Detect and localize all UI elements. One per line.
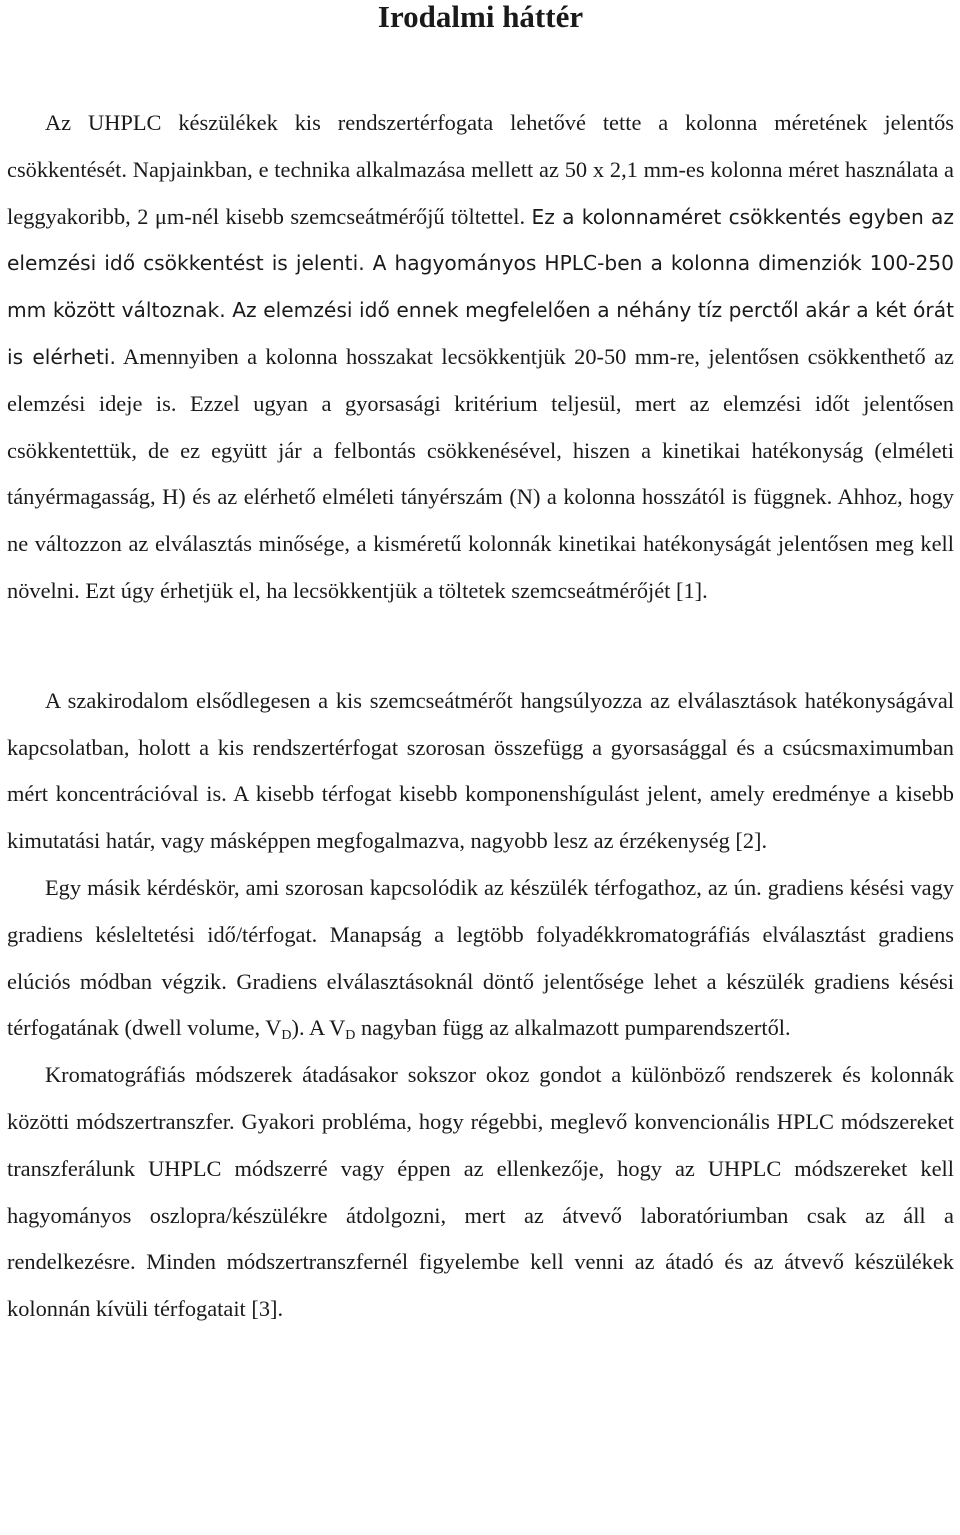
dwell-volume-text-3: nagyban függ az alkalmazott pumparendszertől. (355, 1015, 791, 1041)
section-uhplc-column-size (7, 100, 954, 615)
sentence-column-length: Amennyiben a kolonna hosszakat lecsökkentjük 20-50 mm-re, jelentősen csökkenthető az elemzési ideje is. Ezzel ugyan a gyorsasági kritérium teljesül, mert az elemzési időt jelentősen csökkentettük, de ez együtt jár a felbontás csökkenésével, hiszen a kinetikai hatékonyság (elméleti tányérmagasság, H) és az elérhető elméleti tányérszám (N) a kolonna hosszától is függnek. Ahhoz, hogy ne változzon az elválasztás minősége, a kisméretű kolonnák kinetikai hatékonyságát jelentősen meg kell növelni. Ezt úgy érhetjük el, ha lecsökkentjük a töltetek szemcseátmérőjét [1]. (7, 343, 954, 603)
subscript-d-2: D (345, 1028, 356, 1044)
dwell-volume-text-2: ). A V (291, 1015, 346, 1041)
paragraph-column-reduction (7, 100, 954, 615)
sentence-analysis-time: Ez a kolonnaméret csökkentés egyben az elemzési idő csökkentést is jelenti. A hagyományos HPLC-ben a kolonna dimenziók 100-250 mm között változnak. Az elemzési idő ennek megfelelően a néhány tíz perctől akár a két órát is elérheti. (7, 204, 954, 369)
dwell-volume-text-1: Egy másik kérdéskör, ami szorosan kapcsolódik az készülék térfogathoz, az ún. gradiens késési vagy gradiens késleltetési idő/térfogat. Manapság a legtöbb folyadékkromatográfiás elválasztást gradiens elúciós módban végzik. Gradiens elválasztásoknál döntő jelentősége lehet a készülék gradiens késési térfogatának (dwell volume, V (7, 874, 954, 1041)
sentence-column-size: Az UHPLC készülékek kis rendszertérfogata lehetővé tette a kolonna méretének jelentős csökkentését. Napjainkban, e technika alkalmazása mellett az 50 x 2,1 mm-es kolonna méret használata a leggyakoribb, 2 μm-nél kisebb szemcseátmérőjű töltettel. (7, 110, 954, 229)
subscript-d-1: D (281, 1028, 292, 1044)
paragraph-method-transfer: Kromatográfiás módszerek átadásakor sokszor okoz gondot a különböző rendszerek és kolonnák közötti módszertranszfer. Gyakori probléma, hogy régebbi, meglevő konvencionális HPLC módszereket transzferálunk UHPLC módszerré vagy éppen az ellenkezője, hogy az UHPLC módszereket kell hagyományos oszlopra/készülékre átdolgozni, mert az átvevő laboratóriumban csak az áll a rendelkezésre. Minden módszertranszfernél figyelembe kell venni az átadó és az átvevő készülékek kolonnán kívüli térfogatait [3]. (7, 1062, 954, 1322)
paragraph-system-volume: A szakirodalom elsődlegesen a kis szemcseátmérőt hangsúlyozza az elválasztások hatékonyságával kapcsolatban, holott a kis rendszertérfogat szorosan összefügg a gyorsasággal és a csúcsmaximumban mért koncentrációval is. A kisebb térfogat kisebb komponenshígulást jelent, amely eredménye a kisebb kimutatási határ, vagy másképpen megfogalmazva, nagyobb lesz az érzékenység [2]. (7, 687, 954, 854)
page-title: Irodalmi háttér (377, 0, 584, 34)
section-system-volume (7, 678, 954, 1333)
paragraph-dwell-volume (7, 865, 954, 1052)
